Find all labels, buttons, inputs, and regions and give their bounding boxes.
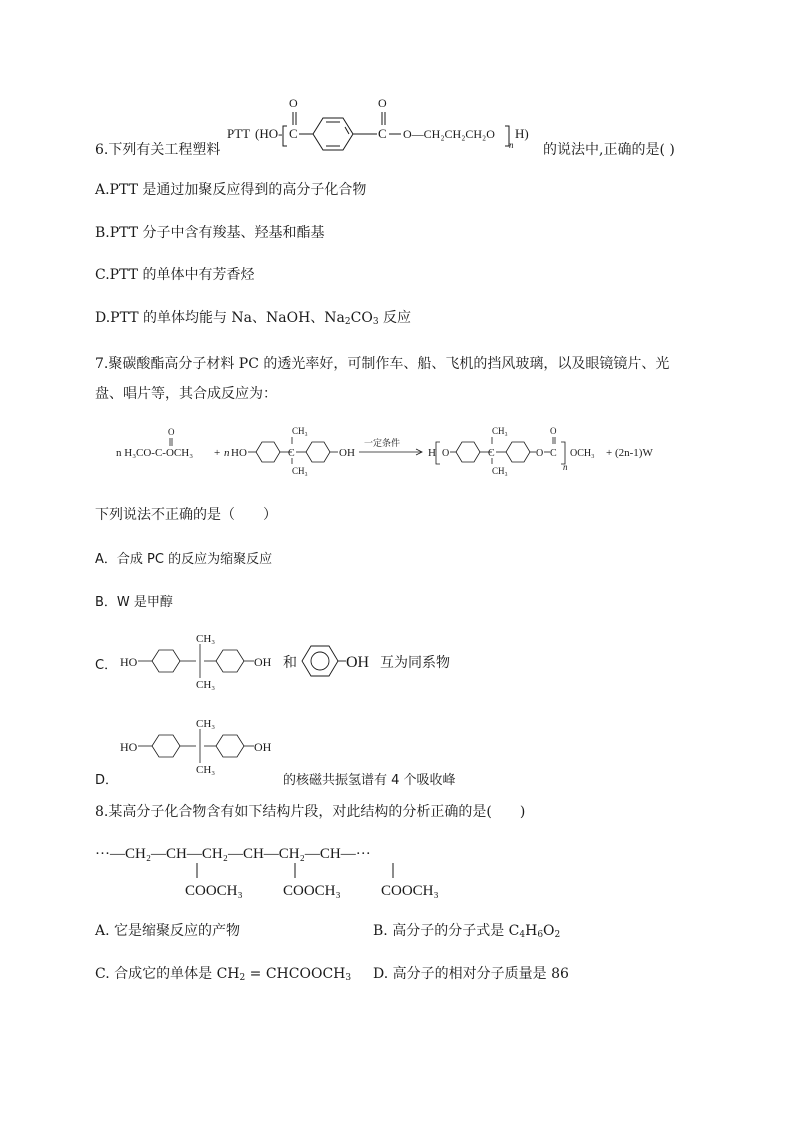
q7-stem-line2: 盘、唱片等，其合成反应为： [95, 386, 277, 402]
svg-text:C: C [378, 126, 387, 141]
q7-option-d-label: D． [95, 773, 119, 788]
svg-text:OH: OH [339, 447, 355, 459]
q6-option-a: A.PTT 是通过加聚反应得到的高分子化合物 [95, 182, 367, 198]
svg-text:C: C [289, 126, 298, 141]
svg-text:O: O [289, 96, 298, 110]
svg-text:OCH₃: OCH₃ [570, 448, 595, 459]
q7-option-b: B．W 是甲醇 [95, 595, 173, 610]
svg-text:OH: OH [346, 654, 370, 671]
svg-text:CH₃: CH₃ [492, 426, 508, 436]
reactant-dimethyl-carbonate: n H₃CO-C-OCH₃ [116, 447, 194, 459]
q7-option-c-text: 互为同系物 [380, 655, 450, 671]
q8-stem: 8.某高分子化合物含有如下结构片段，对此结构的分析正确的是( ) [95, 804, 526, 820]
svg-text:H): H) [515, 126, 529, 141]
svg-text:HO: HO [120, 655, 138, 669]
q6-option-c: C.PTT 的单体中有芳香烃 [95, 267, 255, 283]
q7-option-a: A．合成 PC 的反应为缩聚反应 [95, 552, 273, 567]
q7-option-c-label: C． [95, 658, 118, 673]
q7-stem-line1: 7.聚碳酸酯高分子材料 PC 的透光率好，可制作车、船、飞机的挡风玻璃，以及眼镜镜片、光 [95, 356, 670, 372]
q7-option-d-text: 的核磁共振氢谱有 4 个吸收峰 [283, 773, 456, 788]
svg-text:C: C [488, 448, 495, 459]
ptt-right-chain: O—CH₂CH₂CH₂O [403, 127, 495, 141]
polymer-main-chain: ···—CH₂—CH—CH₂—CH—CH₂—CH—··· [95, 846, 371, 862]
svg-text:HO: HO [120, 740, 138, 754]
pc-synthesis-reaction [116, 422, 676, 482]
svg-text:n: n [224, 447, 230, 459]
q8-option-c: C. 合成它的单体是 $CH_2$ = $CHCOOCH_3$ [95, 966, 352, 983]
svg-text:COOCH₃: COOCH₃ [283, 883, 341, 899]
svg-text:CH₃: CH₃ [196, 764, 216, 776]
svg-text:CH₃: CH₃ [292, 466, 308, 476]
q8-option-b: B. 高分子的分子式是 $C_4H_6O_2$ [373, 923, 561, 940]
svg-text:CH₃: CH₃ [196, 679, 216, 690]
svg-text:H: H [428, 447, 436, 459]
svg-text:OH: OH [254, 740, 272, 754]
svg-text:O: O [442, 448, 450, 459]
svg-text:+: + [214, 447, 221, 459]
q8-option-a: A. 它是缩聚反应的产物 [95, 923, 241, 939]
reaction-byproduct: + (2n-1)W [606, 447, 653, 459]
q6-option-b: B.PTT 分子中含有羧基、羟基和酯基 [95, 225, 325, 241]
svg-text:COOCH₃: COOCH₃ [185, 883, 243, 899]
svg-text:n: n [509, 140, 514, 150]
q6-stem-suffix: 的说法中,正确的是( ) [543, 142, 675, 158]
svg-text:CH₃: CH₃ [196, 718, 216, 730]
svg-text:O: O [550, 426, 557, 436]
svg-text:n: n [563, 462, 568, 472]
svg-text:HO: HO [231, 447, 247, 459]
bisphenol-a-structure-c [120, 630, 280, 690]
q7-question: 下列说法不正确的是（ ） [95, 507, 277, 523]
reaction-condition: 一定条件 [364, 438, 401, 448]
polymer-chain-fragment [95, 838, 475, 902]
q8-option-d: D. 高分子的相对分子质量是 86 [373, 966, 569, 982]
bisphenol-a-structure-d [120, 715, 280, 777]
svg-text:C: C [550, 448, 557, 459]
ptt-label: PTT [227, 126, 251, 141]
svg-text:CH₃: CH₃ [492, 466, 508, 476]
svg-text:O: O [378, 96, 387, 110]
svg-text:O: O [536, 448, 544, 459]
svg-text:COOCH₃: COOCH₃ [381, 883, 439, 899]
svg-text:CH₃: CH₃ [196, 633, 216, 645]
q6-option-d: D.PTT 的单体均能与 Na、NaOH、$Na_2CO_3$ 反应 [95, 310, 412, 327]
svg-text:CH₃: CH₃ [292, 426, 308, 436]
ptt-structure-formula [225, 92, 545, 158]
q7-option-c-and: 和 [283, 655, 297, 671]
phenol-structure [298, 640, 378, 682]
svg-text:OH: OH [254, 655, 272, 669]
svg-text:O: O [168, 427, 175, 437]
svg-text:C: C [288, 448, 295, 459]
q6-stem-prefix: 6.下列有关工程塑料 [95, 142, 221, 158]
ptt-ho: (HO- [255, 126, 283, 141]
